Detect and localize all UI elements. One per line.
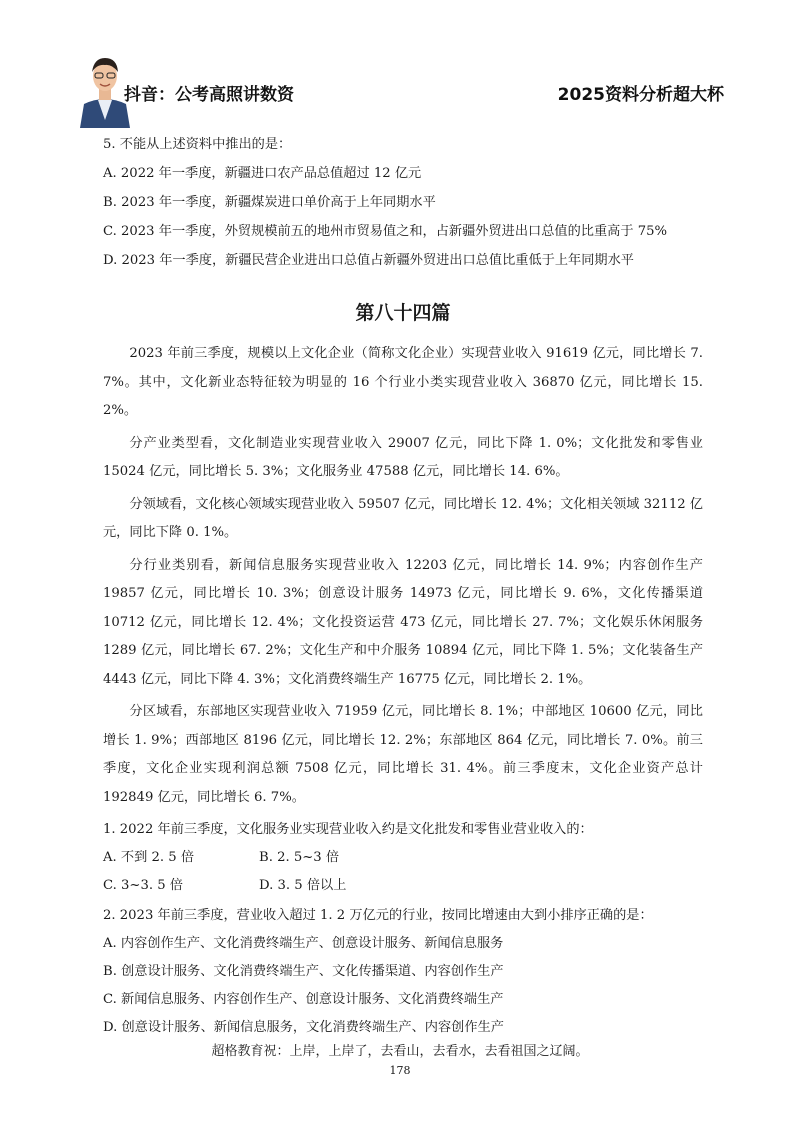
option-d: D. 2023 年一季度，新疆民营企业进出口总值占新疆外贸进出口总值比重低于上年同期水平 [103,253,634,268]
question-stem: 1. 2022 年前三季度，文化服务业实现营业收入约是文化批发和零售业营业收入的： [103,822,593,837]
header-channel-name: 抖音：公考高照讲数资 [124,85,294,105]
option-c: C. 新闻信息服务、内容创作生产、创意设计服务、文化消费终端生产 [103,992,504,1007]
question-stem: 2. 2023 年前三季度，营业收入超过 1. 2 万亿元的行业，按同比增速由大到小排序正确的是： [103,908,653,923]
page-number: 178 [389,1064,411,1077]
option-a: A. 不到 2. 5 倍 [103,850,195,865]
question-stem: 5. 不能从上述资料中推出的是： [103,137,292,152]
option-a: A. 2022 年一季度，新疆进口农产品总值超过 12 亿元 [103,166,422,181]
question-1 [103,816,703,900]
page-content [103,130,703,1042]
section-title: 第八十四篇 [355,302,451,324]
question-2 [103,902,703,1042]
previous-question [103,130,703,275]
option-c: C. 3~3. 5 倍 [103,878,183,893]
paragraph: 分领域看，文化核心领域实现营业收入 59507 亿元，同比增长 12. 4%；文化相关领域 32112 亿元，同比下降 0. 1%。 [103,496,703,540]
material-passage [103,340,703,812]
paragraph: 分行业类别看，新闻信息服务实现营业收入 12203 亿元，同比增长 14. 9%；内容创作生产 19857 亿元，同比增长 10. 3%；创意设计服务 14973 亿元，同比增长 9. 6%，文化传播渠道 10712 亿元，同比增长 12. 4%；文化投资运营 473 亿元，同比增长 27. 7%；文化娱乐休闲服务 1289 亿元，同比增长 67. 2%；文化生产和中介服务 10894 亿元，同比下降 1. 5%；文化装备生产 4443 亿元，同比下降 4. 3%；文化消费终端生产 16775 亿元，同比增长 2. 1%。 [103,557,703,687]
page-header [0,0,800,130]
option-b: B. 2023 年一季度，新疆煤炭进口单价高于上年同期水平 [103,195,436,210]
paragraph: 分区域看，东部地区实现营业收入 71959 亿元，同比增长 8. 1%；中部地区 10600 亿元，同比增长 1. 9%；西部地区 8196 亿元，同比增长 12. 2%；东部地区 864 亿元，同比增长 7. 0%。前三季度，文化企业实现利润总额 7508 亿元，同比增长 31. 4%。前三季度末，文化企业资产总计 192849 亿元，同比增长 6. 7%。 [103,704,703,805]
header-book-title: 2025资料分析超大杯 [557,85,724,105]
option-d: D. 创意设计服务、新闻信息服务，文化消费终端生产、内容创作生产 [103,1020,504,1035]
paragraph: 2023 年前三季度，规模以上文化企业（简称文化企业）实现营业收入 91619 亿元，同比增长 7. 7%。其中，文化新业态特征较为明显的 16 个行业小类实现营业收入 36870 亿元，同比增长 15. 2%。 [103,346,703,418]
paragraph: 分产业类型看，文化制造业实现营业收入 29007 亿元，同比下降 1. 0%；文化批发和零售业 15024 亿元，同比增长 5. 3%；文化服务业 47588 亿元，同比增长 14. 6%。 [103,435,703,479]
footer-motto: 超格教育祝：上岸，上岸了，去看山，去看水，去看祖国之辽阔。 [211,1044,589,1059]
option-b: B. 2. 5~3 倍 [259,850,340,865]
option-c: C. 2023 年一季度，外贸规模前五的地州市贸易值之和，占新疆外贸进出口总值的比重高于 75% [103,224,668,239]
option-d: D. 3. 5 倍以上 [259,878,347,893]
option-b: B. 创意设计服务、文化消费终端生产、文化传播渠道、内容创作生产 [103,964,504,979]
option-a: A. 内容创作生产、文化消费终端生产、创意设计服务、新闻信息服务 [103,936,504,951]
